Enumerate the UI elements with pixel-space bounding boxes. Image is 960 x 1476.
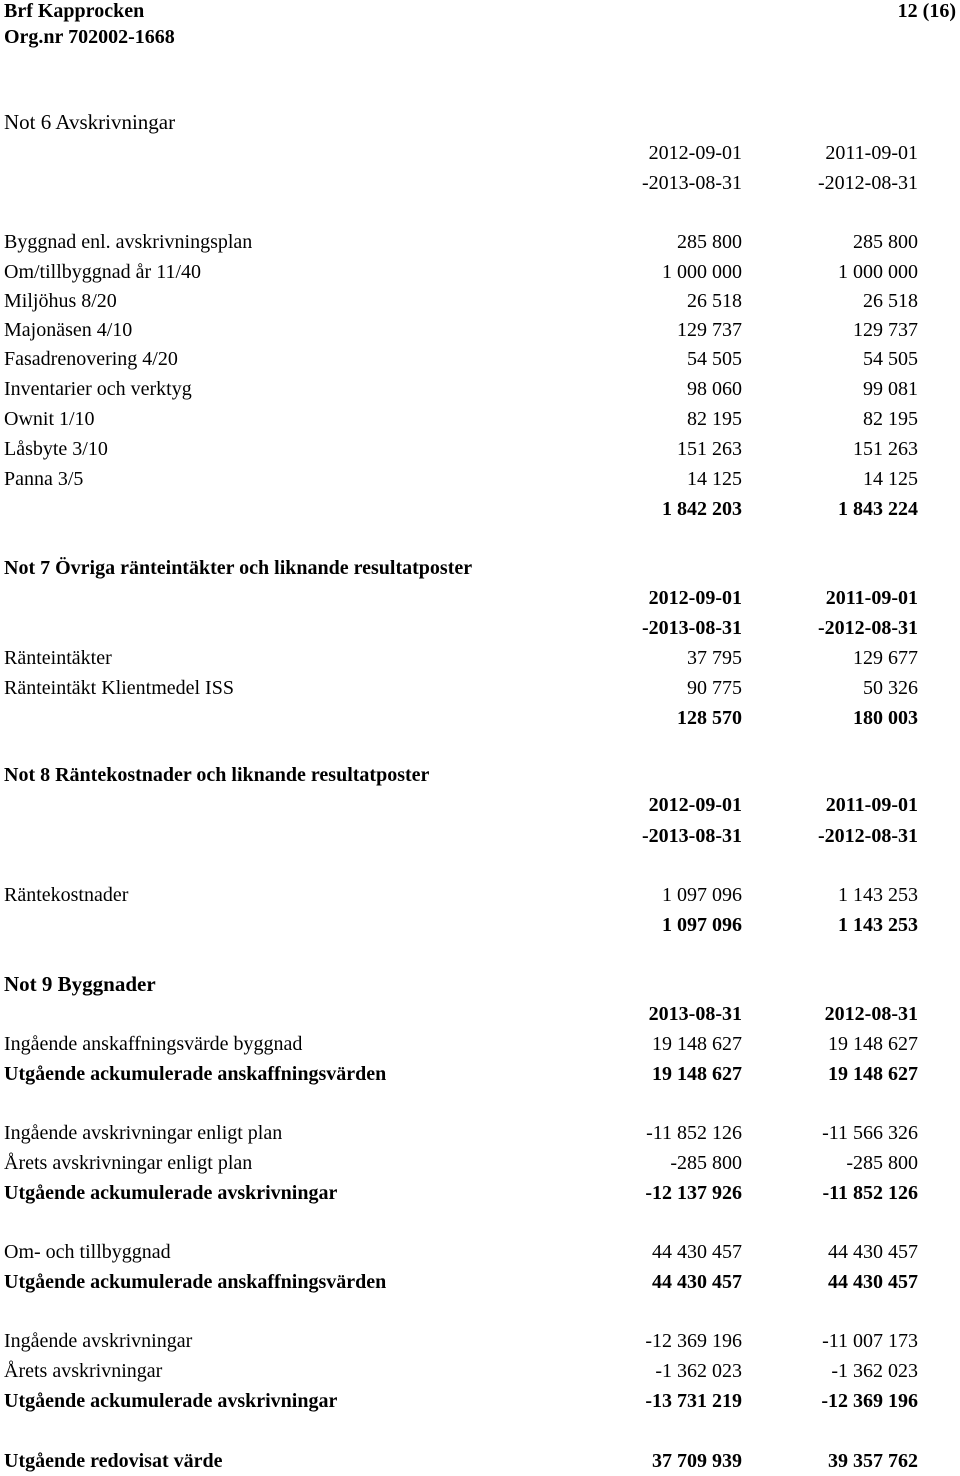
row-value-current: 37 709 939 (652, 1450, 742, 1472)
total-current: 128 570 (677, 707, 742, 729)
row-value-previous: 50 326 (863, 677, 918, 699)
table-row (0, 1063, 960, 1089)
not8-total-row (0, 914, 960, 940)
row-value-previous: -11 566 326 (822, 1122, 918, 1144)
table-row (0, 1152, 960, 1178)
row-value-previous: 54 505 (863, 348, 918, 370)
row-label: Utgående redovisat värde (4, 1450, 223, 1472)
table-row (0, 1330, 960, 1356)
row-label: Låsbyte 3/10 (4, 438, 108, 460)
row-value-previous: 44 430 457 (828, 1271, 918, 1293)
not9-title-row (0, 972, 960, 998)
not8-period-start-row (0, 794, 960, 820)
table-row (0, 884, 960, 910)
not6-total-row (0, 498, 960, 524)
table-row (0, 290, 960, 316)
page-number: 12 (16) (897, 0, 956, 22)
row-label: Utgående ackumulerade anskaffningsvärden (4, 1063, 387, 1085)
table-row (0, 1182, 960, 1208)
row-label: Majonäsen 4/10 (4, 319, 133, 341)
table-row (0, 1450, 960, 1476)
row-value-previous: 19 148 627 (828, 1033, 918, 1055)
row-label: Om/tillbyggnad år 11/40 (4, 261, 202, 283)
row-value-current: -285 800 (670, 1152, 742, 1174)
not6-col2-end: -2012-08-31 (818, 172, 918, 194)
table-row (0, 1360, 960, 1386)
row-value-current: 1 000 000 (662, 261, 742, 283)
total-current: 1 097 096 (662, 914, 742, 936)
row-label: Byggnad enl. avskrivningsplan (4, 231, 253, 253)
table-row (0, 408, 960, 434)
organization-number: Org.nr 702002-1668 (4, 26, 175, 48)
not6-col2-start: 2011-09-01 (825, 142, 918, 164)
row-value-previous: 129 677 (853, 647, 918, 669)
row-label: Ingående avskrivningar enligt plan (4, 1122, 283, 1144)
row-label: Fasadrenovering 4/20 (4, 348, 178, 370)
row-value-previous: 151 263 (853, 438, 918, 460)
not8-col1-start: 2012-09-01 (648, 794, 742, 816)
row-value-previous: -1 362 023 (831, 1360, 918, 1382)
table-row (0, 348, 960, 374)
row-value-previous: 82 195 (863, 408, 918, 430)
not6-col1-end: -2013-08-31 (642, 172, 742, 194)
row-value-current: -11 852 126 (646, 1122, 742, 1144)
table-row (0, 319, 960, 345)
not8-title-row (0, 764, 960, 790)
row-value-current: 37 795 (687, 647, 742, 669)
total-previous: 1 843 224 (838, 498, 918, 520)
row-value-current: -13 731 219 (645, 1390, 742, 1412)
total-previous: 180 003 (853, 707, 918, 729)
table-row (0, 1122, 960, 1148)
row-value-previous: 1 000 000 (838, 261, 918, 283)
row-value-previous: -285 800 (846, 1152, 918, 1174)
row-label: Utgående ackumulerade avskrivningar (4, 1390, 338, 1412)
row-label: Årets avskrivningar enligt plan (4, 1152, 253, 1174)
table-row (0, 647, 960, 673)
row-label: Räntekostnader (4, 884, 129, 906)
row-label: Ränteintäkter (4, 647, 112, 669)
page-header (0, 0, 960, 60)
row-label: Om- och tillbyggnad (4, 1241, 171, 1263)
not7-col1-start: 2012-09-01 (648, 587, 742, 609)
row-value-previous: 39 357 762 (828, 1450, 918, 1472)
row-label: Ränteintäkt Klientmedel ISS (4, 677, 234, 699)
row-value-current: 19 148 627 (652, 1063, 742, 1085)
row-value-current: 26 518 (687, 290, 742, 312)
not8-col2-end: -2012-08-31 (818, 825, 918, 847)
row-value-current: 285 800 (677, 231, 742, 253)
table-row (0, 261, 960, 287)
row-value-current: 90 775 (687, 677, 742, 699)
total-current: 1 842 203 (662, 498, 742, 520)
table-row (0, 231, 960, 257)
row-value-current: 1 097 096 (662, 884, 742, 906)
not6-col1-start: 2012-09-01 (648, 142, 742, 164)
row-label: Årets avskrivningar (4, 1360, 163, 1382)
row-value-previous: 14 125 (863, 468, 918, 490)
association-name: Brf Kapprocken (4, 0, 145, 22)
table-row (0, 1033, 960, 1059)
not7-title: Not 7 Övriga ränteintäkter och liknande resultatposter (4, 557, 473, 579)
row-label: Inventarier och verktyg (4, 378, 192, 400)
not8-period-end-row (0, 825, 960, 851)
row-value-current: 44 430 457 (652, 1271, 742, 1293)
table-row (0, 378, 960, 404)
not7-col1-end: -2013-08-31 (642, 617, 742, 639)
row-label: Utgående ackumulerade anskaffningsvärden (4, 1271, 387, 1293)
row-value-previous: 26 518 (863, 290, 918, 312)
row-value-previous: 19 148 627 (828, 1063, 918, 1085)
row-value-previous: 99 081 (863, 378, 918, 400)
table-row (0, 677, 960, 703)
total-previous: 1 143 253 (838, 914, 918, 936)
row-value-current: -12 137 926 (645, 1182, 742, 1204)
row-value-previous: -11 007 173 (822, 1330, 918, 1352)
row-label: Utgående ackumulerade avskrivningar (4, 1182, 338, 1204)
not7-total-row (0, 707, 960, 733)
not6-period-end-row (0, 172, 960, 198)
row-label: Ingående anskaffningsvärde byggnad (4, 1033, 303, 1055)
row-label: Ingående avskrivningar (4, 1330, 193, 1352)
not9-title: Not 9 Byggnader (4, 972, 156, 996)
table-row (0, 1271, 960, 1297)
row-value-previous: -12 369 196 (821, 1390, 918, 1412)
row-value-previous: -11 852 126 (822, 1182, 918, 1204)
row-value-previous: 285 800 (853, 231, 918, 253)
not8-col1-end: -2013-08-31 (642, 825, 742, 847)
not9-col1-date: 2013-08-31 (648, 1003, 742, 1025)
row-label: Miljöhus 8/20 (4, 290, 117, 312)
not9-col2-date: 2012-08-31 (824, 1003, 918, 1025)
row-value-previous: 129 737 (853, 319, 918, 341)
not8-col2-start: 2011-09-01 (825, 794, 918, 816)
not9-date-row (0, 1003, 960, 1029)
table-row (0, 1241, 960, 1267)
row-value-current: 54 505 (687, 348, 742, 370)
row-value-current: 82 195 (687, 408, 742, 430)
not7-title-row (0, 557, 960, 583)
row-value-previous: 44 430 457 (828, 1241, 918, 1263)
row-value-current: 98 060 (687, 378, 742, 400)
row-value-current: -12 369 196 (645, 1330, 742, 1352)
table-row (0, 438, 960, 464)
not8-title: Not 8 Räntekostnader och liknande resultatposter (4, 764, 430, 786)
row-value-current: 14 125 (687, 468, 742, 490)
row-label: Panna 3/5 (4, 468, 84, 490)
row-value-current: -1 362 023 (655, 1360, 742, 1382)
row-value-current: 129 737 (677, 319, 742, 341)
table-row (0, 468, 960, 494)
not7-col2-start: 2011-09-01 (825, 587, 918, 609)
not7-period-end-row (0, 617, 960, 643)
not6-title: Not 6 Avskrivningar (4, 110, 176, 134)
row-label: Ownit 1/10 (4, 408, 95, 430)
row-value-previous: 1 143 253 (838, 884, 918, 906)
row-value-current: 19 148 627 (652, 1033, 742, 1055)
row-value-current: 44 430 457 (652, 1241, 742, 1263)
table-row (0, 1390, 960, 1416)
not6-title-row (0, 110, 960, 136)
not7-period-start-row (0, 587, 960, 613)
not6-period-start-row (0, 142, 960, 168)
row-value-current: 151 263 (677, 438, 742, 460)
not7-col2-end: -2012-08-31 (818, 617, 918, 639)
